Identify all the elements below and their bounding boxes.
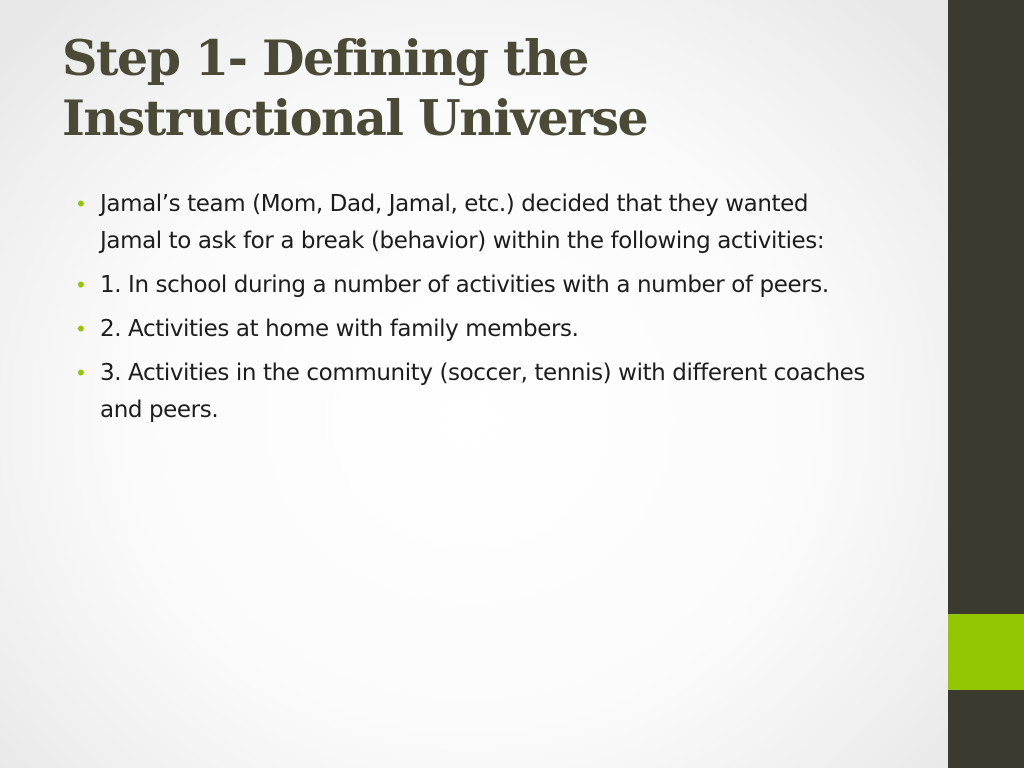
bullet-item [75,267,875,304]
title-line-1: Step 1- Defining the [62,29,588,87]
bullet-text: Jamal’s team (Mom, Dad, Jamal, etc.) decided that they wanted Jamal to ask for a break (behavior) within the following activities: [100,191,825,254]
title-line-2: Instructional Universe [62,89,648,147]
bullet-item [75,311,875,348]
bullet-dot-icon: • [75,317,87,341]
bullet-item [75,186,875,260]
bullet-text: 1. In school during a number of activities with a number of peers. [100,272,829,298]
slide-title [62,28,922,148]
bullet-dot-icon: • [75,361,87,385]
bullet-dot-icon: • [75,273,87,297]
bullet-item [75,355,875,429]
bullet-text: 3. Activities in the community (soccer, tennis) with different coaches and peers. [100,360,865,423]
bullet-list [75,186,875,436]
bullet-text: 2. Activities at home with family members. [100,316,579,342]
side-accent-block [948,614,1024,690]
bullet-dot-icon: • [75,192,87,216]
